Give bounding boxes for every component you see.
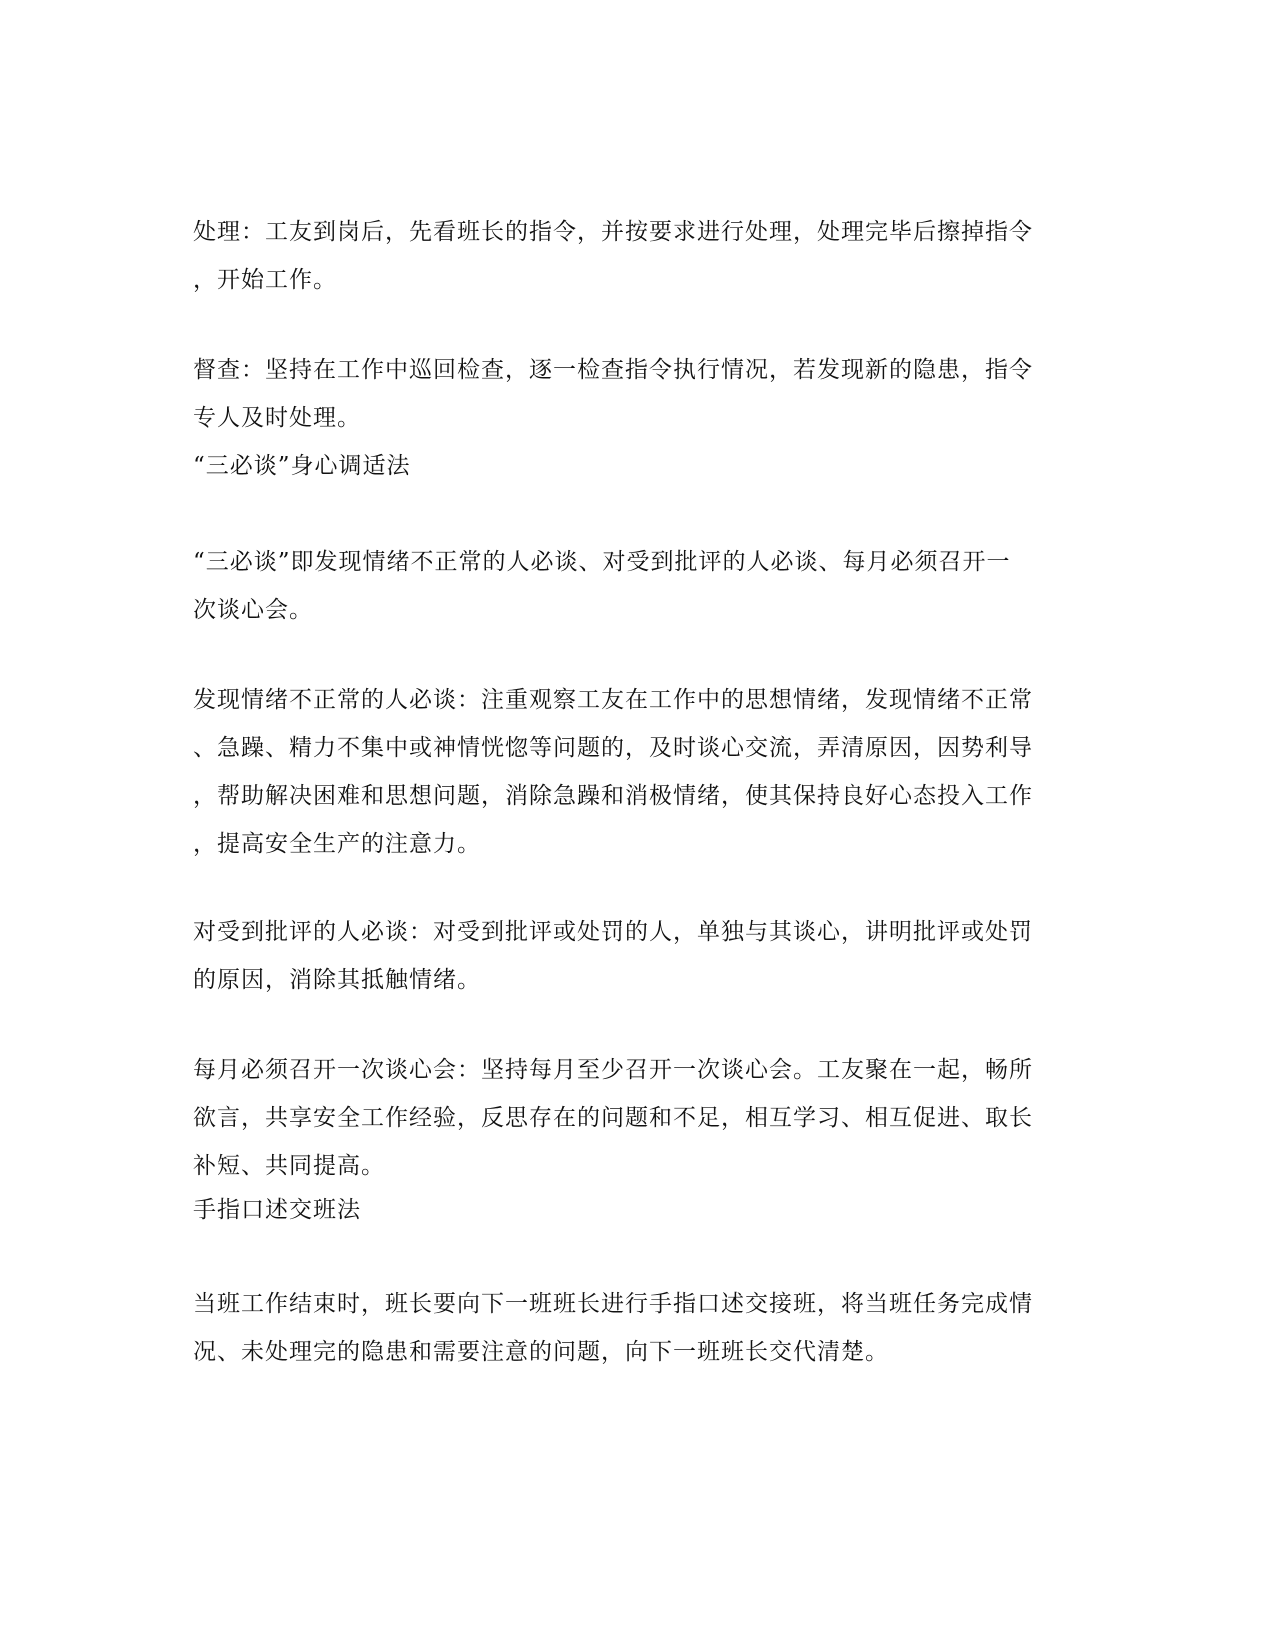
heading-line: 手指口述交班法 — [193, 1197, 361, 1223]
section-heading-three-talks — [193, 442, 1073, 490]
paragraph-line: 欲言，共享安全工作经验，反思存在的问题和不足，相互学习、相互促进、取长 — [193, 1105, 1033, 1131]
paragraph-line: 的原因，消除其抵触情绪。 — [193, 967, 481, 993]
paragraph-line: 当班工作结束时，班长要向下一班班长进行手指口述交接班，将当班任务完成情 — [193, 1291, 1033, 1317]
paragraph-line: ，开始工作。 — [193, 267, 337, 293]
paragraph-line: 况、未处理完的隐患和需要注意的问题，向下一班班长交代清楚。 — [193, 1339, 889, 1365]
paragraph-handover — [193, 1280, 1073, 1376]
paragraph-criticized — [193, 908, 1073, 1004]
paragraph-abnormal-emotion — [193, 676, 1073, 868]
paragraph-handling — [193, 208, 1073, 304]
paragraph-line: ，帮助解决困难和思想问题，消除急躁和消极情绪，使其保持良好心态投入工作 — [193, 783, 1033, 809]
heading-line: “三必谈”身心调适法 — [193, 453, 411, 479]
paragraph-line: 次谈心会。 — [193, 597, 313, 623]
paragraph-line: ，提高安全生产的注意力。 — [193, 831, 481, 857]
paragraph-line: 督查：坚持在工作中巡回检查，逐一检查指令执行情况，若发现新的隐患，指令 — [193, 357, 1033, 383]
paragraph-line: 处理：工友到岗后，先看班长的指令，并按要求进行处理，处理完毕后擦掉指令 — [193, 219, 1033, 245]
paragraph-line: 补短、共同提高。 — [193, 1153, 385, 1179]
paragraph-line: “三必谈”即发现情绪不正常的人必谈、对受到批评的人必谈、每月必须召开一 — [193, 549, 1011, 575]
paragraph-monthly-meeting — [193, 1046, 1073, 1190]
paragraph-three-talks-intro — [193, 538, 1073, 634]
paragraph-line: 、急躁、精力不集中或神情恍惚等问题的，及时谈心交流，弄清原因，因势利导 — [193, 735, 1033, 761]
paragraph-line: 每月必须召开一次谈心会：坚持每月至少召开一次谈心会。工友聚在一起，畅所 — [193, 1057, 1033, 1083]
paragraph-line: 发现情绪不正常的人必谈：注重观察工友在工作中的思想情绪，发现情绪不正常 — [193, 687, 1033, 713]
section-heading-handover — [193, 1186, 1073, 1234]
paragraph-line: 对受到批评的人必谈：对受到批评或处罚的人，单独与其谈心，讲明批评或处罚 — [193, 919, 1033, 945]
paragraph-supervision — [193, 346, 1073, 442]
paragraph-line: 专人及时处理。 — [193, 405, 361, 431]
